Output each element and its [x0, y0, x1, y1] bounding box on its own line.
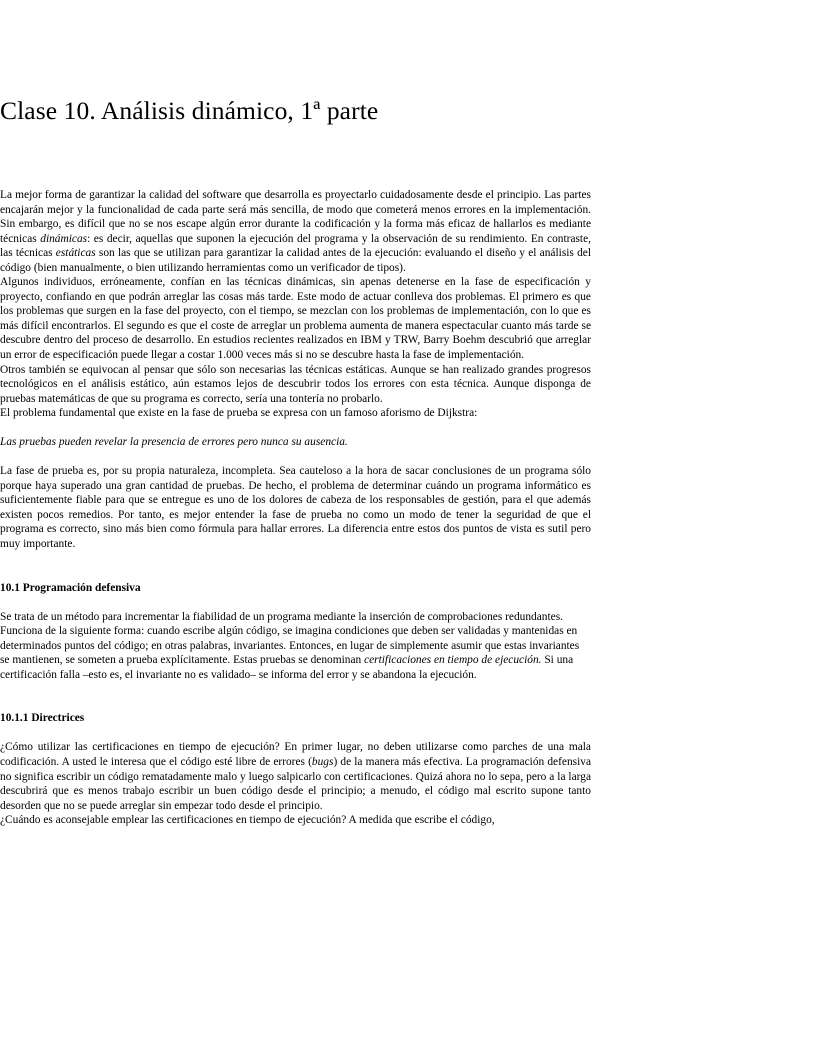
- paragraph-guidelines-2: ¿Cuándo es aconsejable emplear las certificaciones en tiempo de ejecución? A medida que escribe el código,: [0, 814, 495, 827]
- paragraph-testing-phase: La fase de prueba es, por su propia naturaleza, incompleta. Sea cauteloso a la hora de sacar conclusiones de un programa sólo porque haya superado una gran cantidad de pruebas. De hecho, el problema de determinar cuándo un programa informático es suficientemente fiable para que se entregue es uno de los dolores de cabeza de los responsables de gestión, para el que además existen pocos remedios. Por tanto, es mejor entender la fase de prueba no como un modo de tener la seguridad de que el programa es correcto, sino más bien como fórmula para hallar errores. La diferencia entre estos dos puntos de vista es sutil pero muy importante.: [0, 465, 591, 551]
- paragraph-intro: [0, 188, 591, 275]
- paragraph-intro-text-1: La mejor forma de garantizar la calidad del software que desarrolla es proyectarlo cuidadosamente desde el principio. Las partes encajarán mejor y la funcionalidad de cada parte será más sencilla, de modo que cometerá menos errores en la implementación. Sin embargo, es difícil que no se nos escape algún error durante la codificación y la forma más eficaz de hallarlos es mediante técnicas: [0, 189, 591, 245]
- emphasis-estaticas: estáticas: [55, 247, 96, 260]
- paragraph-defensive-text-1: Se trata de un método para incrementar la fiabilidad de un programa mediante la inserción de comprobaciones redundantes. Funciona de la siguiente forma: cuando escribe algún código, se imagina condiciones que deben ser validadas y mantenidas en determinados puntos del código; en otras palabras, invariantes. Entonces, en lugar de simplemente asumir que estas invariantes se mantienen, se someten a prueba explícitamente. Estas pruebas se denominan: [0, 610, 580, 667]
- dijkstra-quote: Las pruebas pueden revelar la presencia de errores pero nunca su ausencia.: [0, 436, 348, 449]
- document-body: [0, 188, 591, 828]
- paragraph-defensive-programming: [0, 610, 591, 683]
- section-heading-10-1-1: 10.1.1 Directrices: [0, 712, 85, 725]
- paragraph-static-techniques: Otros también se equivocan al pensar que sólo son necesarias las técnicas estáticas. Aunque se han realizado grandes progresos tecnológicos en el análisis estático, aún estamos lejos de descubrir todos los errores con esta técnica. Aunque disponga de pruebas matemáticas de que su programa es correcto, sería una tontería no probarlo.: [0, 363, 591, 405]
- paragraph-intro-text-3: son las que se utilizan para garantizar la calidad antes de la ejecución: evaluando el diseño y el análisis del código (bien manualmente, o bien utilizando herramientas como un verificador de tipos).: [0, 247, 591, 274]
- section-heading-10-1: 10.1 Programación defensiva: [0, 581, 141, 594]
- section-10-1-1: [0, 711, 591, 827]
- paragraph-dijkstra-intro: El problema fundamental que existe en la fase de prueba se expresa con un famoso aforismo de Dijkstra:: [0, 407, 478, 420]
- paragraph-guidelines-1: [0, 740, 591, 813]
- emphasis-dinamicas: dinámicas: [40, 232, 88, 245]
- paragraph-intro-text-2: : es decir, aquellas que suponen la ejecución del programa y la observación de su rendimiento. En contraste, las técnicas: [0, 232, 591, 260]
- paragraph-guidelines-text-2: ) de la manera más efectiva. La programación defensiva no significa escribir un código rematadamente malo y luego salpicarlo con certificaciones. Quizá ahora no lo sepa, pero a la larga descubrirá que es menos trabajo escribir un buen código desde el principio; a menudo, el código mal escrito supone tanto desorden que no se puede arreglar sin empezar todo desde el principio.: [0, 755, 591, 812]
- paragraph-defensive-text-2: Si una certificación falla –esto es, el invariante no es validado– se informa del error y se abandona la ejecución.: [0, 654, 574, 681]
- emphasis-bugs: bugs: [311, 755, 334, 768]
- emphasis-certificaciones: certificaciones en tiempo de ejecución.: [364, 654, 542, 667]
- section-10-1: [0, 581, 591, 683]
- page-title: Clase 10. Análisis dinámico, 1ª parte: [0, 96, 379, 125]
- paragraph-dynamic-techniques: Algunos individuos, erróneamente, confían en las técnicas dinámicas, sin apenas detenerse en la fase de especificación y proyecto, confiando en que podrán arreglar las cosas más tarde. Este modo de actuar conlleva dos problemas. El primero es que los problemas que surgen en la fase del proyecto, con el tiempo, se mezclan con los problemas de implementación, con lo que es más difícil encontrarlos. El segundo es que el coste de arreglar un problema aumenta de manera espectacular cuanto más tarde se descubre dentro del proceso de desarrollo. En estudios recientes realizados en IBM y TRW, Barry Boehm descubrió que arreglar un error de especificación puede llegar a costar 1.000 veces más si no se descubre hasta la fase de implementación.: [0, 276, 591, 362]
- paragraph-guidelines-text-1: ¿Cómo utilizar las certificaciones en tiempo de ejecución? En primer lugar, no deben utilizarse como parches de una mala codificación. A usted le interesa que el código esté libre de errores (: [0, 741, 591, 768]
